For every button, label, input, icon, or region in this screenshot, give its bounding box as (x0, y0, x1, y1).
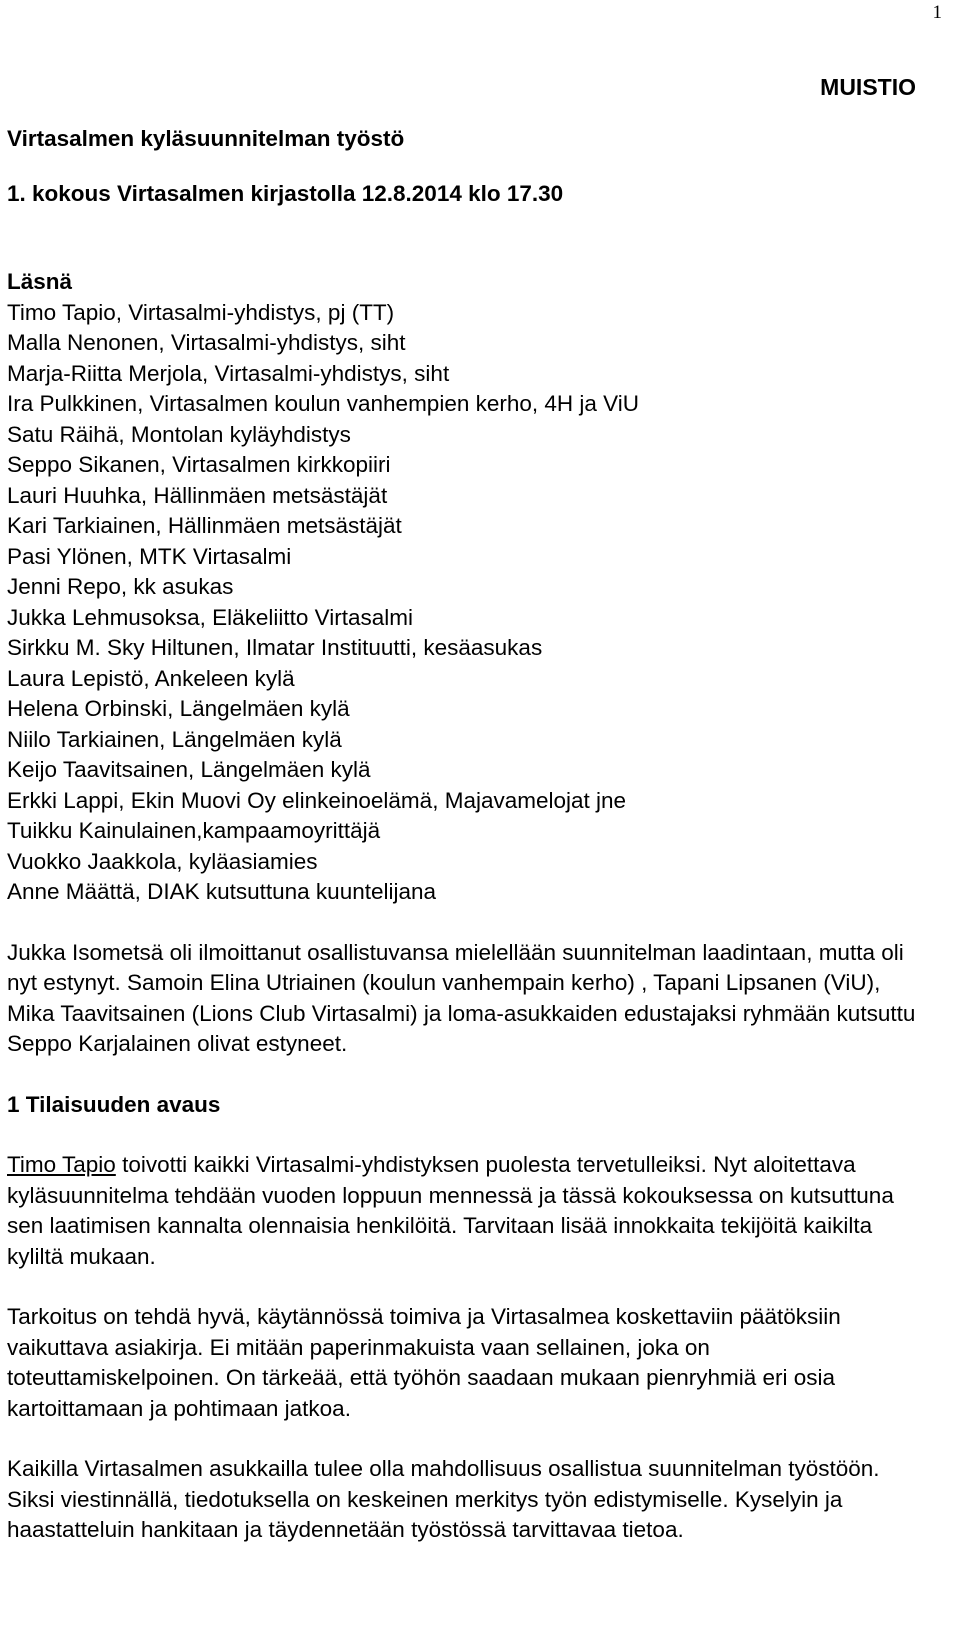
attendees-heading: Läsnä (7, 269, 73, 294)
attendee-item: Timo Tapio, Virtasalmi-yhdistys, pj (TT) (7, 299, 395, 325)
attendee-item: Anne Määttä, DIAK kutsuttuna kuuntelijana (7, 879, 437, 904)
attendee-item: Jukka Lehmusoksa, Eläkeliitto Virtasalmi (7, 604, 414, 630)
attendee-item: Ira Pulkkinen, Virtasalmen koulun vanhempien kerho, 4H ja ViU (7, 391, 640, 416)
attendee-item: Malla Nenonen, Virtasalmi-yhdistys, siht (7, 330, 406, 355)
attendee-item: Keijo Taavitsainen, Längelmäen kylä (7, 757, 371, 782)
page-number: 1 (932, 2, 942, 23)
attendee-item: Niilo Tarkiainen, Längelmäen kylä (7, 726, 342, 752)
attendee-item: Vuokko Jaakkola, kyläasiamies (7, 848, 318, 874)
attendee-list (7, 298, 917, 908)
attendee-item: Satu Räihä, Montolan kyläyhdistys (7, 421, 351, 447)
section-heading-opening: 1 Tilaisuuden avaus (7, 1091, 221, 1117)
chair-name: Timo Tapio (7, 1152, 116, 1177)
absent-note: Jukka Isometsä oli ilmoittanut osallistuvansa mielellään suunnitelman laadintaan, mutta oli nyt estynyt. Samoin Elina Utriainen (koulun vanhempain kerho) , Tapani Lipsanen (ViU), Mika Taavitsainen (Lions Club Virtasalmi) ja loma-asukkaiden edustajaksi ryhmään kutsuttu Seppo Karjalainen olivat estyneet. (7, 939, 916, 1056)
attendee-item: Tuikku Kainulainen,kampaamoyrittäjä (7, 818, 381, 843)
attendee-item: Lauri Huuhka, Hällinmäen metsästäjät (7, 482, 388, 508)
attendee-item: Jenni Repo, kk asukas (7, 574, 234, 599)
opening-paragraph-2: Tarkoitus on tehdä hyvä, käytännössä toimiva ja Virtasalmea koskettaviin päätöksiin vaikuttava asiakirja. Ei mitään paperinmakuista vaan sellainen, joka on toteuttamiskelpoinen. On tärkeää, että työhön saadaan mukaan pienryhmiä eri osia kartoittamaan ja pohtimaan jatkoa. (7, 1304, 841, 1421)
attendee-item: Erkki Lappi, Ekin Muovi Oy elinkeinoelämä, Majavamelojat jne (7, 787, 627, 813)
meeting-info: 1. kokous Virtasalmen kirjastolla 12.8.2014 klo 17.30 (7, 180, 564, 206)
attendee-item: Laura Lepistö, Ankeleen kylä (7, 665, 295, 691)
attendee-item: Marja-Riitta Merjola, Virtasalmi-yhdistys, siht (7, 360, 450, 386)
attendee-item: Helena Orbinski, Längelmäen kylä (7, 696, 350, 721)
document-title: Virtasalmen kyläsuunnitelman työstö (7, 126, 405, 151)
attendee-item: Pasi Ylönen, MTK Virtasalmi (7, 543, 292, 569)
opening-paragraph-1 (7, 1150, 917, 1272)
attendee-item: Sirkku M. Sky Hiltunen, Ilmatar Instituutti, kesäasukas (7, 635, 543, 660)
opening-paragraph-3: Kaikilla Virtasalmen asukkailla tulee olla mahdollisuus osallistua suunnitelman työstöön. Siksi viestinnällä, tiedotuksella on keskeinen merkitys työn edistymiselle. Kyselyin ja haastatteluin hankitaan ja täydennetään työstössä tarvittavaa tietoa. (7, 1456, 880, 1542)
attendee-item: Seppo Sikanen, Virtasalmen kirkkopiiri (7, 452, 391, 477)
opening-paragraph-1-text: toivotti kaikki Virtasalmi-yhdistyksen puolesta tervetulleiksi. Nyt aloitettava kyläsuunnitelma tehdään vuoden loppuun mennessä ja tässä kokouksessa on kutsuttuna sen laatimisen kannalta olennaisia henkilöitä. Tarvitaan lisää innokkaita tekijöitä kaikilta kyliltä mukaan. (7, 1152, 894, 1269)
document-body (7, 124, 917, 1546)
attendee-item: Kari Tarkiainen, Hällinmäen metsästäjät (7, 513, 402, 538)
document-type-label: MUISTIO (820, 74, 916, 100)
